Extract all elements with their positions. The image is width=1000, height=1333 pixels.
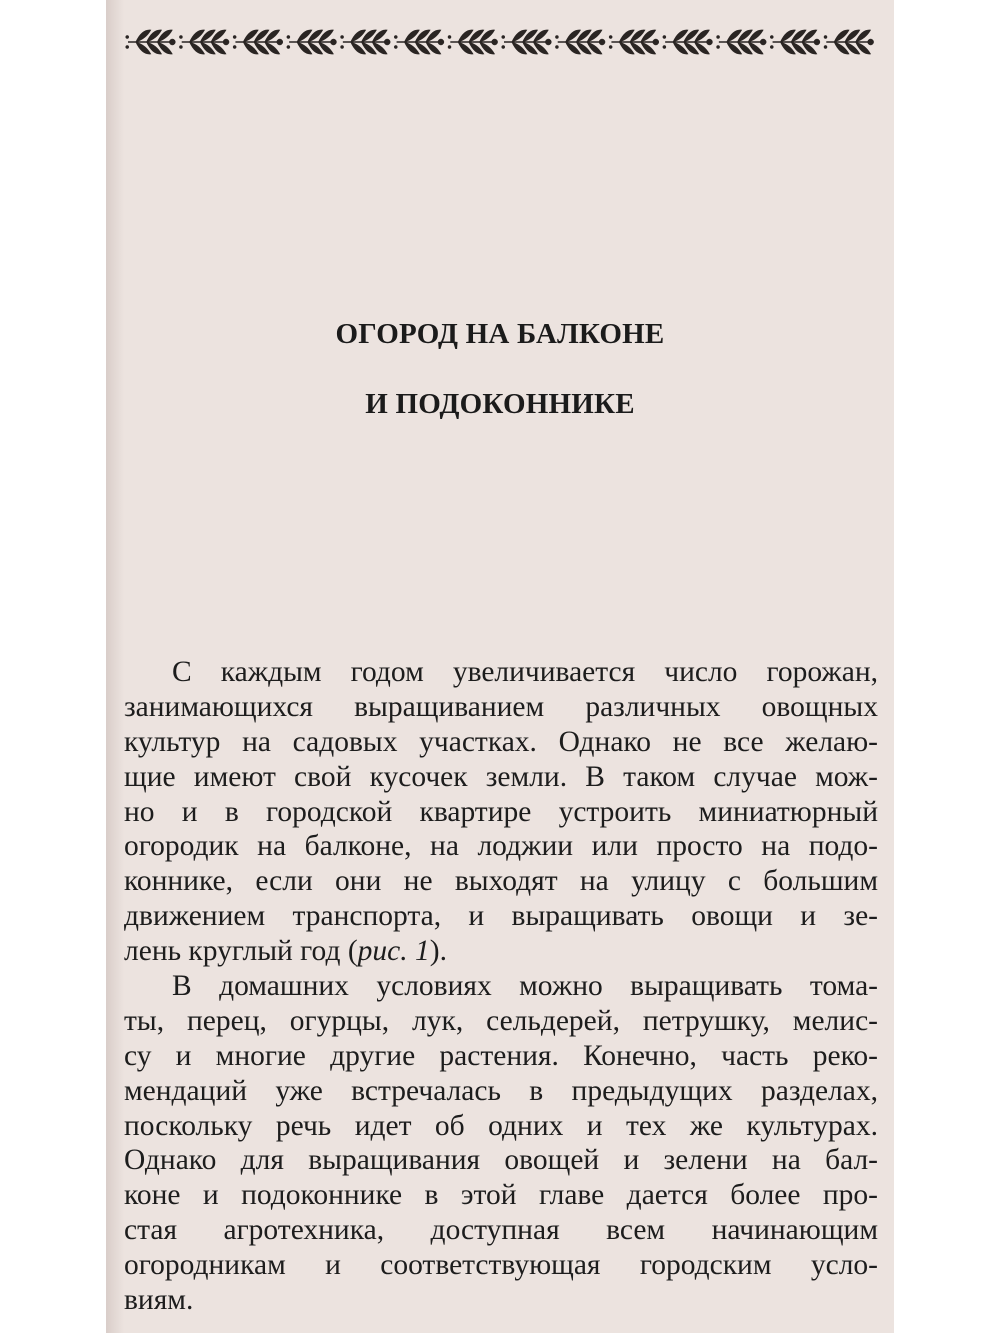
laurel-motif bbox=[824, 30, 874, 54]
text-line: коне и подоконнике в этой главе дается более про- bbox=[124, 1179, 878, 1212]
text-line: занимающихся выращиванием различных овощных bbox=[124, 690, 878, 723]
text-line: В домашних условиях можно выращивать тома- bbox=[172, 970, 878, 1003]
laurel-motif bbox=[448, 30, 498, 54]
text-line: ты, перец, огурцы, лук, сельдерей, петрушку, мелис- bbox=[124, 1004, 878, 1037]
text-line: мендаций уже встречалась в предыдущих разделах, bbox=[124, 1074, 878, 1107]
text-line: поскольку речь идет об одних и тех же культурах. bbox=[124, 1109, 878, 1142]
text-line: огородик на балконе, на лоджии или просто на подо- bbox=[124, 830, 878, 863]
text-fragment: ). bbox=[429, 935, 447, 968]
text-line: виям. bbox=[124, 1284, 194, 1317]
laurel-motif bbox=[126, 30, 176, 54]
laurel-motif bbox=[716, 30, 766, 54]
laurel-motif bbox=[609, 30, 659, 54]
laurel-motif bbox=[287, 30, 337, 54]
text-line: но и в городской квартире устроить миниатюрный bbox=[124, 795, 878, 828]
body-text bbox=[124, 655, 878, 1318]
text-line: Однако для выращивания овощей и зелени на бал- bbox=[124, 1144, 878, 1177]
paragraph-2 bbox=[124, 969, 878, 1318]
laurel-ornament-border-icon bbox=[124, 24, 876, 60]
laurel-motif bbox=[233, 30, 283, 54]
text-line: огородникам и соответствующая городским усло- bbox=[124, 1249, 878, 1282]
chapter-title-line-2: И ПОДОКОННИКЕ bbox=[365, 388, 635, 420]
chapter-title-line-1: ОГОРОД НА БАЛКОНЕ bbox=[335, 318, 665, 350]
laurel-motif bbox=[663, 30, 713, 54]
laurel-motif bbox=[555, 30, 605, 54]
text-line: движением транспорта, и выращивать овощи и зе- bbox=[124, 900, 878, 933]
laurel-motif bbox=[394, 30, 444, 54]
text-line: щие имеют свой кусочек земли. В таком случае мож- bbox=[124, 760, 878, 793]
text-line: стая агротехника, доступная всем начинающим bbox=[124, 1214, 878, 1247]
figure-reference: рис. 1 bbox=[357, 935, 430, 968]
paragraph-1 bbox=[124, 655, 878, 969]
book-page bbox=[106, 0, 894, 1333]
page-gutter-shadow bbox=[106, 0, 124, 1333]
laurel-motif bbox=[770, 30, 820, 54]
text-line: С каждым годом увеличивается число горожан, bbox=[172, 656, 878, 688]
laurel-motif bbox=[179, 30, 229, 54]
text-line: коннике, если они не выходят на улицу с большим bbox=[124, 865, 878, 898]
laurel-motif bbox=[340, 30, 390, 54]
text-line bbox=[124, 934, 878, 969]
text-line: су и многие другие растения. Конечно, часть реко- bbox=[124, 1039, 878, 1072]
laurel-motif bbox=[502, 30, 552, 54]
text-fragment: лень круглый год ( bbox=[124, 935, 358, 968]
text-line: культур на садовых участках. Однако не все желаю- bbox=[124, 725, 878, 758]
